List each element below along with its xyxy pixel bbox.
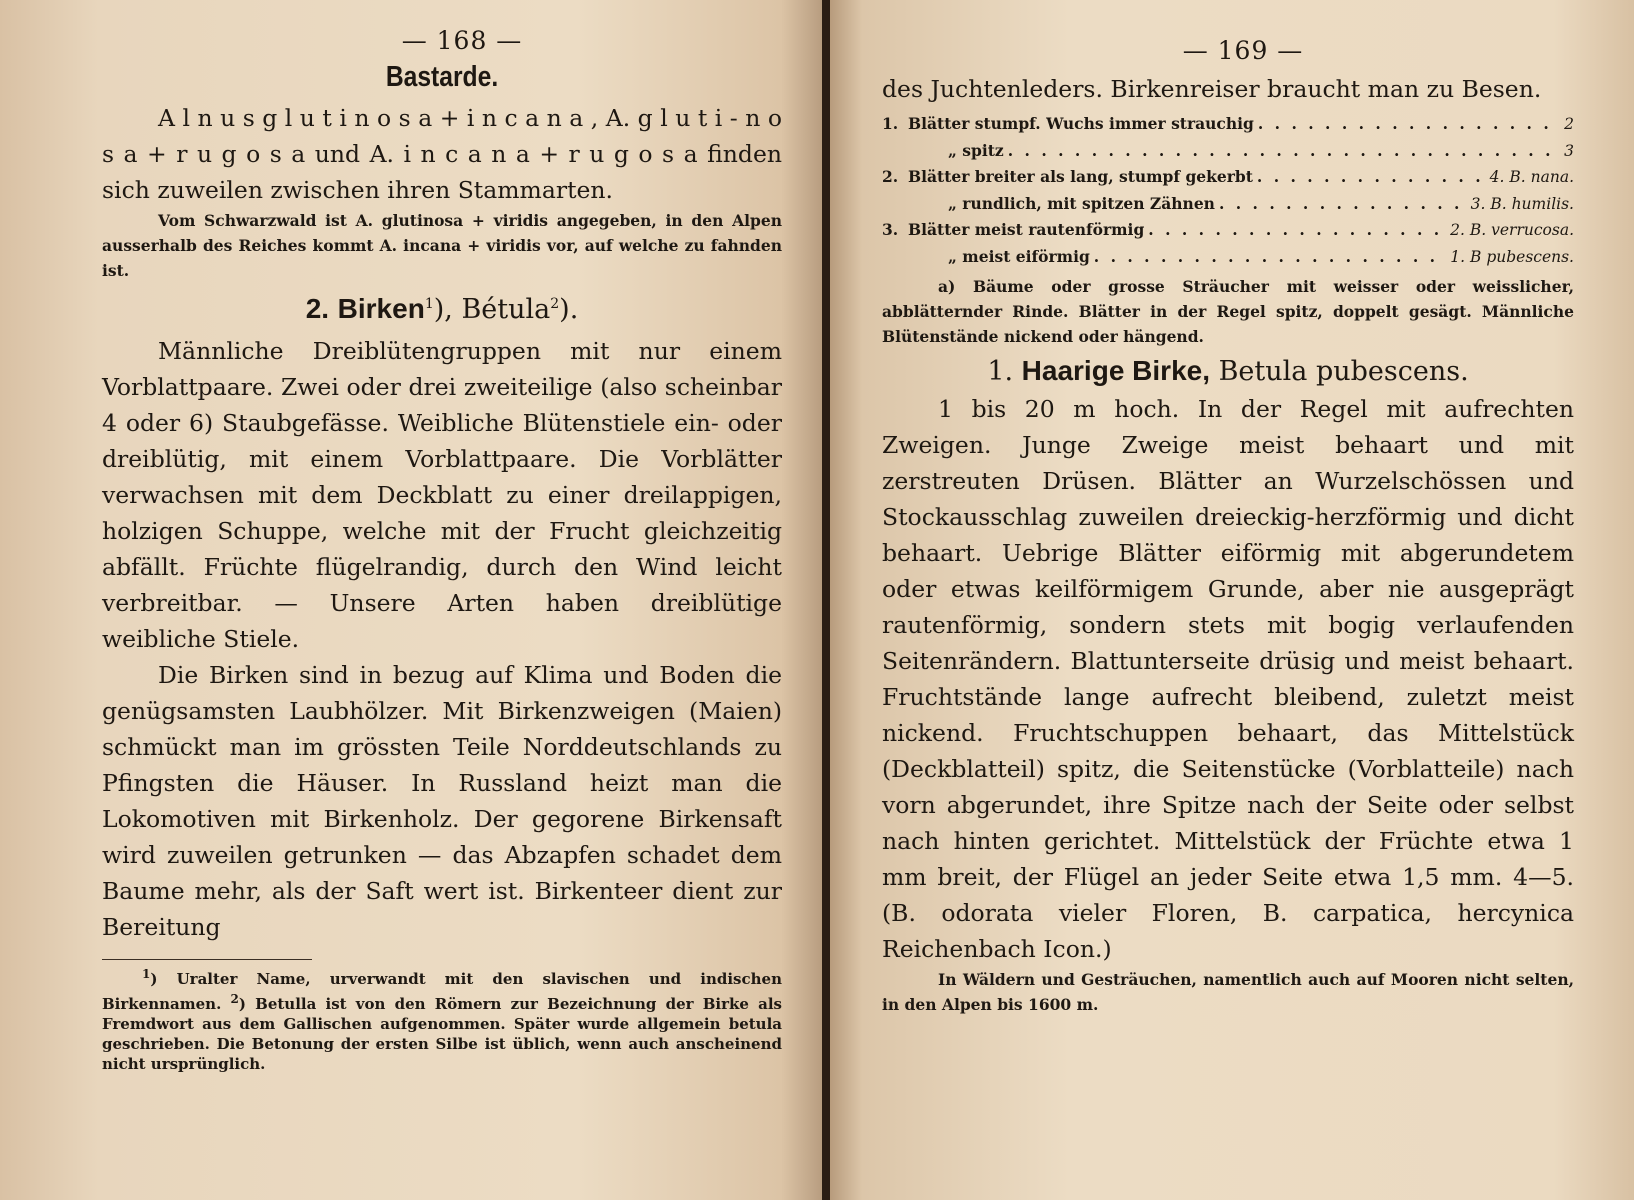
footnote-mark: 2 xyxy=(230,992,239,1006)
key-description: Blätter stumpf. Wuchs immer strauchig xyxy=(908,114,1254,133)
footnotes: $^1$) Uralter Name, urverwandt mit den slavischen und indischen Birkennamen. $^2$) Betulla ist von den Römern zur Bezeichnung der Birke als Fremdwort aus dem Gallischen aufgenommen. Später wurde allgemein betula geschrieben. Die Betonung der ersten Silbe ist üblich, wenn auch anscheinend nicht ursprünglich. xyxy=(102,967,782,1073)
footnote-1: Uralter Name, urverwandt mit den slavischen und indischen Birkennamen. xyxy=(102,970,782,1013)
species-german-name: Haarige Birke, xyxy=(1021,355,1210,386)
key-number: 1. xyxy=(882,114,899,133)
book-gutter xyxy=(822,0,830,1200)
habitat-note: In Wäldern und Gesträuchen, namentlich auch auf Mooren nicht selten, in den Alpen bis 1600 m. xyxy=(882,970,1574,1014)
bastarde-paragraph: A l n u s g l u t i n o s a + i n c a n a , A. g l u t i - n o s a + r u g o s a und A. i n c a n a + r u g o s a finden sich zuweilen zwischen ihren Stammarten. xyxy=(102,104,782,204)
genus-latin-name: Bétula xyxy=(461,294,551,325)
key-description: Blätter breiter als lang, stumpf gekerbt xyxy=(908,167,1253,186)
footnote-2: Betulla ist von den Römern zur Bezeichnung der Birke als Fremdwort aus dem Gallischen aufgenommen. Später wurde allgemein betula geschrieben. Die Betonung der ersten Silbe ist üblich, wenn auch anscheinend nicht ursprünglich. xyxy=(102,995,782,1073)
key-row xyxy=(882,217,1574,244)
right-page xyxy=(830,0,1634,1200)
key-row xyxy=(882,111,1574,138)
key-result: 1. B pubescens. xyxy=(1450,247,1574,266)
key-leader-dots xyxy=(1008,138,1560,164)
key-result: 2. B. verrucosa. xyxy=(1450,221,1574,239)
key-row xyxy=(882,164,1574,191)
species-heading xyxy=(882,355,1574,387)
key-number: 3. xyxy=(882,220,899,239)
species-latin-name: Betula pubescens. xyxy=(1218,356,1469,387)
genus-number: 2. xyxy=(305,293,330,324)
footnote-ref: 2 xyxy=(550,296,560,312)
group-note: a) Bäume oder grosse Sträucher mit weisser oder weisslicher, abblätternder Rinde. Blätter in der Regel spitz, doppelt gesägt. Männliche Blütenstände nickend oder hängend. xyxy=(882,277,1574,346)
key-leader-dots xyxy=(1094,244,1446,270)
genus-end: ). xyxy=(559,294,579,325)
page-number: — 168 — xyxy=(401,26,523,55)
key-leader-dots xyxy=(1148,217,1446,243)
key-result: 3. B. humilis. xyxy=(1470,194,1574,213)
key-row xyxy=(882,138,1574,165)
genus-german-name: Birken xyxy=(337,293,425,324)
key-row xyxy=(882,244,1574,271)
genus-heading xyxy=(102,293,782,325)
page-number: — 169 — xyxy=(1182,36,1304,65)
key-description: „ rundlich, mit spitzen Zähnen xyxy=(948,193,1215,213)
key-result: 3 xyxy=(1564,141,1574,160)
key-description: „ meist eiförmig xyxy=(948,246,1090,266)
continuation-text: des Juchtenleders. Birkenreiser braucht man zu Besen. xyxy=(882,75,1542,103)
identification-key xyxy=(882,111,1574,270)
genus-description: Männliche Dreiblütengruppen mit nur einem Vorblattpaare. Zwei oder drei zweiteilige (also scheinbar 4 oder 6) Staubgefässe. Weibliche Blütenstiele ein- oder dreiblütig, mit einem Vorblattpaare. Die Vorblätter verwachsen mit dem Deckblatt zu einer dreilappigen, holzigen Schuppe, welche mit der Frucht gleichzeitig abfällt. Früchte flügelrandig, durch den Wind leicht verbreitbar. — Unsere Arten haben dreiblütige weibliche Stiele. xyxy=(102,337,782,653)
species-description: 1 bis 20 m hoch. In der Regel mit aufrechten Zweigen. Junge Zweige meist behaart und mit zerstreuten Drüsen. Blätter an Wurzelschössen und Stockausschlag zuweilen dreieckig-herzförmig und dicht behaart. Uebrige Blätter eiförmig mit abgerundetem oder etwas keilförmigem Grunde, aber nie ausgeprägt rautenförmig, sondern stets mit bogig verlaufenden Seitenrändern. Blattunterseite drüsig und meist behaart. Fruchtstände lange aufrecht bleibend, zuletzt meist nickend. Fruchtschuppen behaart, das Mittelstück (Deckblatteil) spitz, die Seitenstücke (Vorblatteile) nach vorn abgerundet, ihre Spitze nach der Seite oder selbst nach hinten gerichtet. Mittelstück der Früchte etwa 1 mm breit, der Flügel an jeder Seite etwa 1,5 mm. 4—5. (B. odorata vieler Floren, B. carpatica, hercynica Reichenbach Icon.) xyxy=(882,395,1574,963)
section-heading: Bastarde. xyxy=(385,61,499,93)
key-number: 2. xyxy=(882,167,899,186)
bastarde-note: Vom Schwarzwald ist A. glutinosa + viridis angegeben, in den Alpen ausserhalb des Reiches kommt A. incana + viridis vor, auf welche zu fahnden ist. xyxy=(102,211,782,280)
key-leader-dots xyxy=(1257,164,1486,190)
key-leader-dots xyxy=(1219,191,1467,217)
key-result: 4. B. nana. xyxy=(1489,168,1574,186)
footnote-ref: 1 xyxy=(424,296,434,312)
key-leader-dots xyxy=(1258,111,1560,137)
key-row xyxy=(882,191,1574,218)
genus-separator: ), xyxy=(433,294,453,325)
genus-usage: Die Birken sind in bezug auf Klima und Boden die genügsamsten Laubhölzer. Mit Birkenzweigen (Maien) schmückt man im grössten Teile Norddeutschlands zu Pfingsten die Häuser. In Russland heizt man die Lokomotiven mit Birkenholz. Der gegorene Birkensaft wird zuweilen getrunken — das Abzapfen schadet dem Baume mehr, als der Saft wert ist. Birkenteer dient zur Bereitung xyxy=(102,661,782,941)
footnote-mark: 1 xyxy=(142,967,151,981)
footnote-rule xyxy=(102,959,312,960)
species-number: 1. xyxy=(987,356,1014,387)
key-description: Blätter meist rautenförmig xyxy=(908,220,1145,239)
key-result: 2 xyxy=(1564,115,1574,133)
key-description: „ spitz xyxy=(948,140,1004,160)
